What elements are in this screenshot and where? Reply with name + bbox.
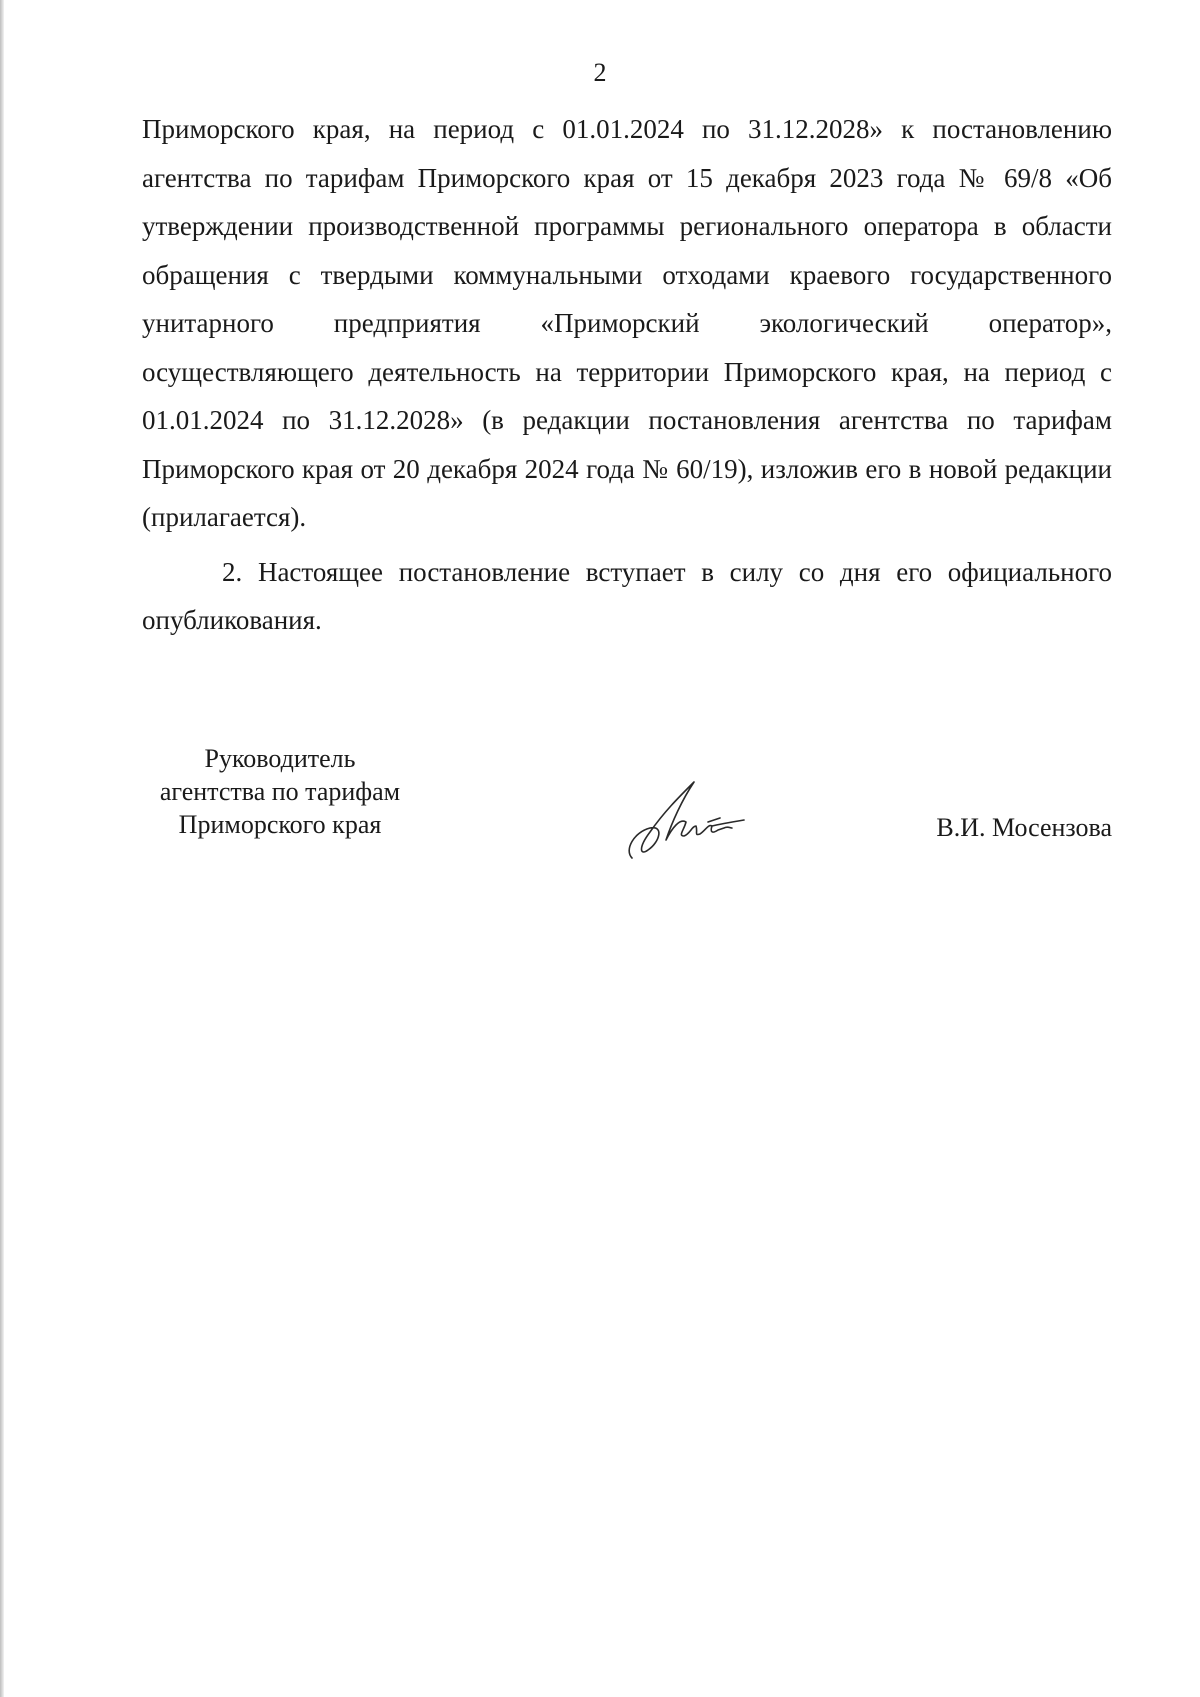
page-number: 2 — [593, 58, 607, 87]
position-line-1: Руководитель — [204, 744, 356, 773]
paragraph-item-2: 2. Настоящее постановление вступает в силу со дня его официального опубликования. — [142, 556, 1112, 635]
signature-icon — [620, 770, 750, 870]
position-line-3: Приморского края — [178, 810, 382, 839]
signer-name: В.И. Мосензова — [936, 813, 1112, 842]
scan-edge — [0, 0, 4, 1697]
signatory-position — [120, 742, 440, 841]
paragraph-continuation: Приморского края, на период с 01.01.2024 по 31.12.2028» к постановлению агентства по тарифам Приморского края от 15 декабря 2023 года № 69/8 «Об утверждении производственной программы регионального оператора в области обращения с твердыми коммунальными отходами краевого государственного унитарного предприятия «Приморский экологический оператор», осуществляющего деятельность на территории Приморского края, на период с 01.01.2024 по 31.12.2028» (в редакции постановления агентства по тарифам Приморского края от 20 декабря 2024 года № 60/19), изложив его в новой редакции (прилагается). — [142, 114, 1112, 532]
document-body — [142, 105, 1112, 645]
position-line-2: агентства по тарифам — [159, 777, 401, 806]
